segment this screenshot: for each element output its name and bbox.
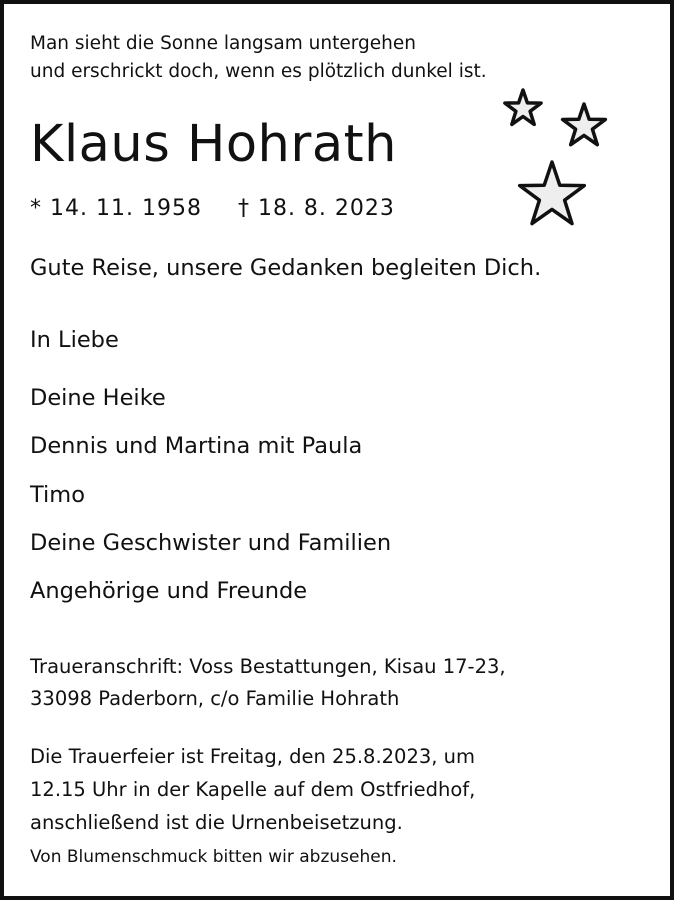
- deceased-name: Klaus Hohrath: [30, 115, 397, 174]
- address-line-1: Traueranschrift: Voss Bestattungen, Kisau 17-23,: [30, 655, 506, 678]
- funeral-line-2: 12.15 Uhr in der Kapelle auf dem Ostfriedhof,: [30, 778, 476, 801]
- birth-date: * 14. 11. 1958: [30, 196, 202, 221]
- life-dates: [30, 196, 395, 221]
- funeral-line-3: anschließend ist die Urnenbeisetzung.: [30, 811, 403, 834]
- farewell-text: Gute Reise, unsere Gedanken begleiten Dich.: [30, 255, 542, 281]
- large-star-icon: [520, 162, 585, 224]
- mourner-item: Deine Heike: [30, 385, 166, 411]
- address-line-2: 33098 Paderborn, c/o Familie Hohrath: [30, 687, 400, 710]
- mourner-item: Timo: [30, 482, 85, 508]
- medium-star-icon: [563, 104, 606, 145]
- in-love-text: In Liebe: [30, 327, 119, 353]
- flower-note: Von Blumenschmuck bitten wir abzusehen.: [30, 847, 397, 867]
- mourner-item: Angehörige und Freunde: [30, 578, 308, 604]
- stars-icon: [496, 84, 626, 244]
- mourner-item: Dennis und Martina mit Paula: [30, 433, 363, 459]
- quote-line-2: und erschrickt doch, wenn es plötzlich dunkel ist.: [30, 61, 487, 82]
- small-star-icon: [505, 90, 541, 124]
- quote-line-1: Man sieht die Sonne langsam untergehen: [30, 33, 416, 54]
- funeral-line-1: Die Trauerfeier ist Freitag, den 25.8.2023, um: [30, 745, 476, 768]
- death-date: † 18. 8. 2023: [237, 196, 395, 221]
- mourner-item: Deine Geschwister und Familien: [30, 530, 392, 556]
